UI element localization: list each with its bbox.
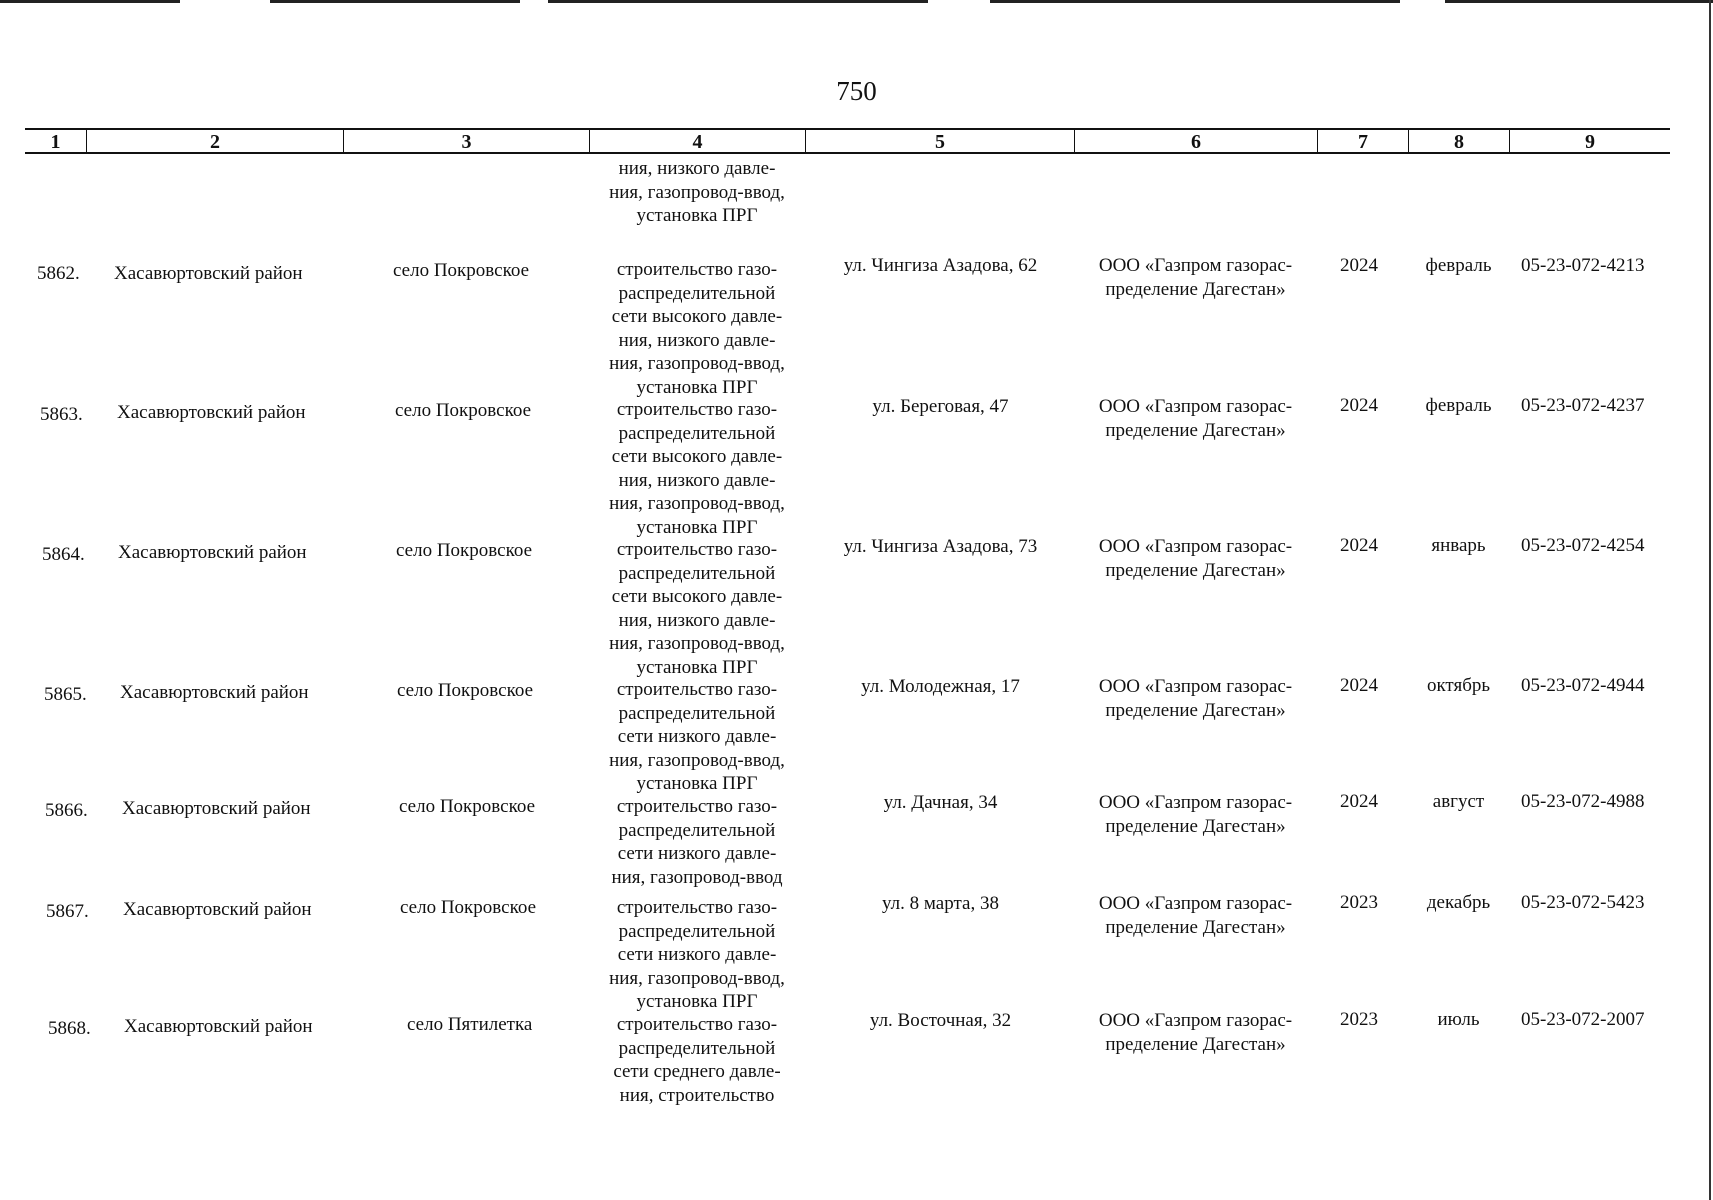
column-header-5: 5 xyxy=(805,130,1074,154)
work-description: строительство газо- распределительной сети высокого давле- ния, низкого давле- ния, газопровод-ввод, установка ПРГ xyxy=(609,259,785,398)
column-header-2: 2 xyxy=(86,130,343,154)
year: 2024 xyxy=(1340,535,1378,556)
address: ул. Молодежная, 17 xyxy=(861,676,1020,697)
organization: ООО «Газпром газорас- пределение Дагестан» xyxy=(1098,536,1293,581)
column-header-8: 8 xyxy=(1408,130,1509,154)
page-number: 750 xyxy=(836,76,877,106)
row-number: 5864. xyxy=(42,544,85,565)
object-code: 05-23-072-4988 xyxy=(1521,791,1645,812)
year: 2024 xyxy=(1340,255,1378,276)
scan-edge xyxy=(1445,0,1713,3)
scan-edge xyxy=(270,0,520,3)
object-code: 05-23-072-4213 xyxy=(1521,255,1645,276)
work-description: строительство газо- распределительной сети низкого давле- ния, газопровод-ввод xyxy=(611,796,783,888)
settlement: село Покровское xyxy=(393,260,530,281)
column-header-7: 7 xyxy=(1317,130,1408,154)
district: Хасавюртовский район xyxy=(114,263,303,284)
settlement: село Покровское xyxy=(396,540,533,561)
settlement: село Покровское xyxy=(399,796,536,817)
address: ул. Восточная, 32 xyxy=(869,1010,1012,1031)
year: 2024 xyxy=(1340,675,1378,696)
scan-edge xyxy=(548,0,928,3)
address: ул. Чингиза Азадова, 62 xyxy=(843,255,1038,276)
year: 2024 xyxy=(1340,791,1378,812)
work-description: строительство газо- распределительной сети среднего давле- ния, строительство xyxy=(613,1014,781,1106)
month: декабрь xyxy=(1426,892,1491,913)
object-code: 05-23-072-4944 xyxy=(1521,675,1645,696)
address: ул. 8 марта, 38 xyxy=(882,893,999,914)
work-description: строительство газо- распределительной сети высокого давле- ния, низкого давле- ния, газопровод-ввод, установка ПРГ xyxy=(609,399,785,538)
row-number: 5863. xyxy=(40,404,83,425)
district: Хасавюртовский район xyxy=(117,402,306,423)
year: 2024 xyxy=(1340,395,1378,416)
year: 2023 xyxy=(1340,892,1378,913)
address: ул. Дачная, 34 xyxy=(883,792,998,813)
row-number: 5865. xyxy=(44,684,87,705)
settlement: село Пятилетка xyxy=(407,1014,533,1035)
organization: ООО «Газпром газорас- пределение Дагестан» xyxy=(1098,792,1293,837)
district: Хасавюртовский район xyxy=(124,1016,313,1037)
scan-edge xyxy=(990,0,1400,3)
month: февраль xyxy=(1425,255,1492,276)
district: Хасавюртовский район xyxy=(123,899,312,920)
month: июль xyxy=(1437,1009,1480,1030)
settlement: село Покровское xyxy=(395,400,532,421)
scan-edge xyxy=(0,0,180,3)
work-description: строительство газо- распределительной сети высокого давле- ния, низкого давле- ния, газопровод-ввод, установка ПРГ xyxy=(609,539,785,678)
row-number: 5868. xyxy=(48,1018,91,1039)
table-header-bottom-rule xyxy=(25,152,1670,154)
object-code: 05-23-072-5423 xyxy=(1521,892,1645,913)
object-code: 05-23-072-4254 xyxy=(1521,535,1645,556)
district: Хасавюртовский район xyxy=(122,798,311,819)
district: Хасавюртовский район xyxy=(120,682,309,703)
month: август xyxy=(1432,791,1485,812)
organization: ООО «Газпром газорас- пределение Дагестан» xyxy=(1098,255,1293,300)
organization: ООО «Газпром газорас- пределение Дагестан» xyxy=(1098,396,1293,441)
organization: ООО «Газпром газорас- пределение Дагестан» xyxy=(1098,1010,1293,1055)
address: ул. Чингиза Азадова, 73 xyxy=(843,536,1038,557)
work-description: строительство газо- распределительной сети низкого давле- ния, газопровод-ввод, установка ПРГ xyxy=(609,897,785,1012)
settlement: село Покровское xyxy=(400,897,537,918)
district: Хасавюртовский район xyxy=(118,542,307,563)
address: ул. Береговая, 47 xyxy=(872,396,1009,417)
continuation-text: ния, низкого давле- ния, газопровод-ввод, установка ПРГ xyxy=(609,158,785,226)
work-description: строительство газо- распределительной сети низкого давле- ния, газопровод-ввод, установка ПРГ xyxy=(609,679,785,794)
column-header-4: 4 xyxy=(589,130,805,154)
organization: ООО «Газпром газорас- пределение Дагестан» xyxy=(1098,676,1293,721)
column-header-3: 3 xyxy=(343,130,589,154)
month: февраль xyxy=(1425,395,1492,416)
object-code: 05-23-072-2007 xyxy=(1521,1009,1645,1030)
settlement: село Покровское xyxy=(397,680,534,701)
object-code: 05-23-072-4237 xyxy=(1521,395,1645,416)
column-header-6: 6 xyxy=(1074,130,1317,154)
month: октябрь xyxy=(1426,675,1491,696)
row-number: 5867. xyxy=(46,901,89,922)
column-header-9: 9 xyxy=(1509,130,1670,154)
column-header-1: 1 xyxy=(50,131,61,153)
organization: ООО «Газпром газорас- пределение Дагестан» xyxy=(1098,893,1293,938)
row-number: 5866. xyxy=(45,800,88,821)
scan-right-edge xyxy=(1709,0,1711,1200)
row-number: 5862. xyxy=(37,263,80,284)
year: 2023 xyxy=(1340,1009,1378,1030)
table-header-row xyxy=(25,130,1670,154)
month: январь xyxy=(1431,535,1486,556)
